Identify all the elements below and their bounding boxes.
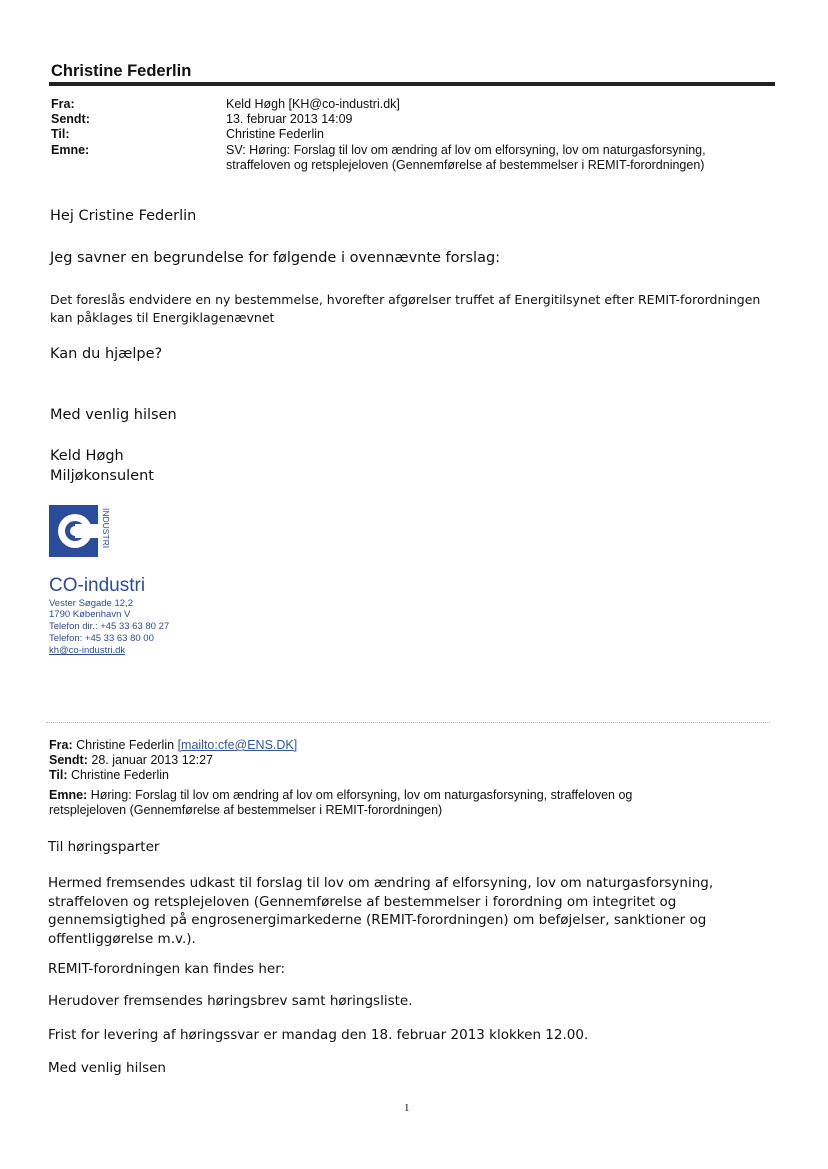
quoted-line-1: Det foreslås endvidere en ny bestemmelse, hvorefter afgørelser truffet af Energitilsynet efter REMIT-forordningen — [50, 292, 761, 307]
address-line-2: 1790 København V — [49, 609, 131, 620]
to-label: Til: — [51, 127, 70, 141]
signature-title: Miljøkonsulent — [50, 468, 154, 484]
greeting: Hej Cristine Federlin — [50, 208, 197, 224]
to-value: Christine Federlin — [226, 127, 324, 141]
from-label: Fra: — [51, 97, 75, 111]
logo-text: INDUSTRI — [101, 508, 111, 549]
subject-line-2: straffeloven og retsplejeloven (Gennemførelse af bestemmelser i REMIT-forordningen) — [226, 158, 705, 172]
quoted-text — [50, 291, 760, 327]
original-sent-row — [49, 753, 213, 768]
original-paragraph-3: Herudover fremsendes høringsbrev samt høringsliste. — [48, 993, 413, 1009]
original-subject-row — [49, 788, 769, 818]
original-to-row — [49, 768, 169, 783]
original-to-value: Christine Federlin — [71, 768, 169, 782]
phone-direct: Telefon dir.: +45 33 63 80 27 — [49, 621, 170, 632]
original-closing: Med venlig hilsen — [48, 1060, 166, 1076]
original-sent-label: Sendt: — [49, 753, 88, 767]
original-paragraph-2: REMIT-forordningen kan findes her: — [48, 961, 286, 977]
original-subject-line-2: retsplejeloven (Gennemførelse af bestemmelser i REMIT-forordningen) — [49, 803, 443, 817]
quoted-line-2: kan påklages til Energiklagenævnet — [50, 310, 275, 325]
from-value: Keld Høgh [KH@co-industri.dk] — [226, 97, 400, 111]
sent-label: Sendt: — [51, 112, 90, 126]
sender-name: Christine Federlin — [51, 62, 192, 80]
reply-line: Jeg savner en begrundelse for følgende i ovennævnte forslag: — [50, 250, 501, 266]
original-from-label: Fra: — [49, 738, 73, 752]
co-industri-logo-icon — [49, 505, 113, 557]
reply-closing: Med venlig hilsen — [50, 407, 177, 423]
page-number: 1 — [404, 1102, 410, 1114]
question: Kan du hjælpe? — [50, 346, 163, 362]
original-paragraph-1: Hermed fremsendes udkast til forslag til lov om ændring af elforsyning, lov om naturgasforsyning, straffeloven og retsplejeloven (Gennemførelse af bestemmelser i forordning om integritet og gennemsigtighed på engrosenergimarkederne (REMIT-forordningen) om beføjelser, sanktioner og offentliggørelse m.v.). — [48, 875, 714, 947]
message-separator — [46, 722, 770, 723]
original-paragraph-4: Frist for levering af høringssvar er mandag den 18. februar 2013 klokken 12.00. — [48, 1027, 589, 1043]
signature-name: Keld Høgh — [50, 448, 124, 464]
original-subject-label: Emne: — [49, 788, 88, 802]
original-subject-line-1: Høring: Forslag til lov om ændring af lov om elforsyning, lov om naturgasforsyning, straffeloven og — [90, 788, 633, 802]
subject-label: Emne: — [51, 143, 90, 157]
phone-main: Telefon: +45 33 63 80 00 — [49, 633, 154, 644]
header-divider — [49, 82, 775, 86]
original-from-row — [49, 738, 297, 753]
original-from-name: Christine Federlin — [76, 738, 175, 752]
brand-name: CO-industri — [49, 575, 146, 596]
original-to-label: Til: — [49, 768, 68, 782]
sent-value: 13. februar 2013 14:09 — [226, 112, 353, 126]
original-salutation: Til høringsparter — [48, 839, 160, 855]
original-from-mailto-link[interactable]: [mailto:cfe@ENS.DK] — [177, 738, 298, 752]
subject-line-1: SV: Høring: Forslag til lov om ændring af lov om elforsyning, lov om naturgasforsyning, — [226, 143, 706, 157]
original-sent-value: 28. januar 2013 12:27 — [91, 753, 214, 767]
subject-value — [226, 143, 766, 173]
address-line-1: Vester Søgade 12,2 — [49, 598, 133, 609]
email-link[interactable]: kh@co-industri.dk — [49, 645, 126, 656]
